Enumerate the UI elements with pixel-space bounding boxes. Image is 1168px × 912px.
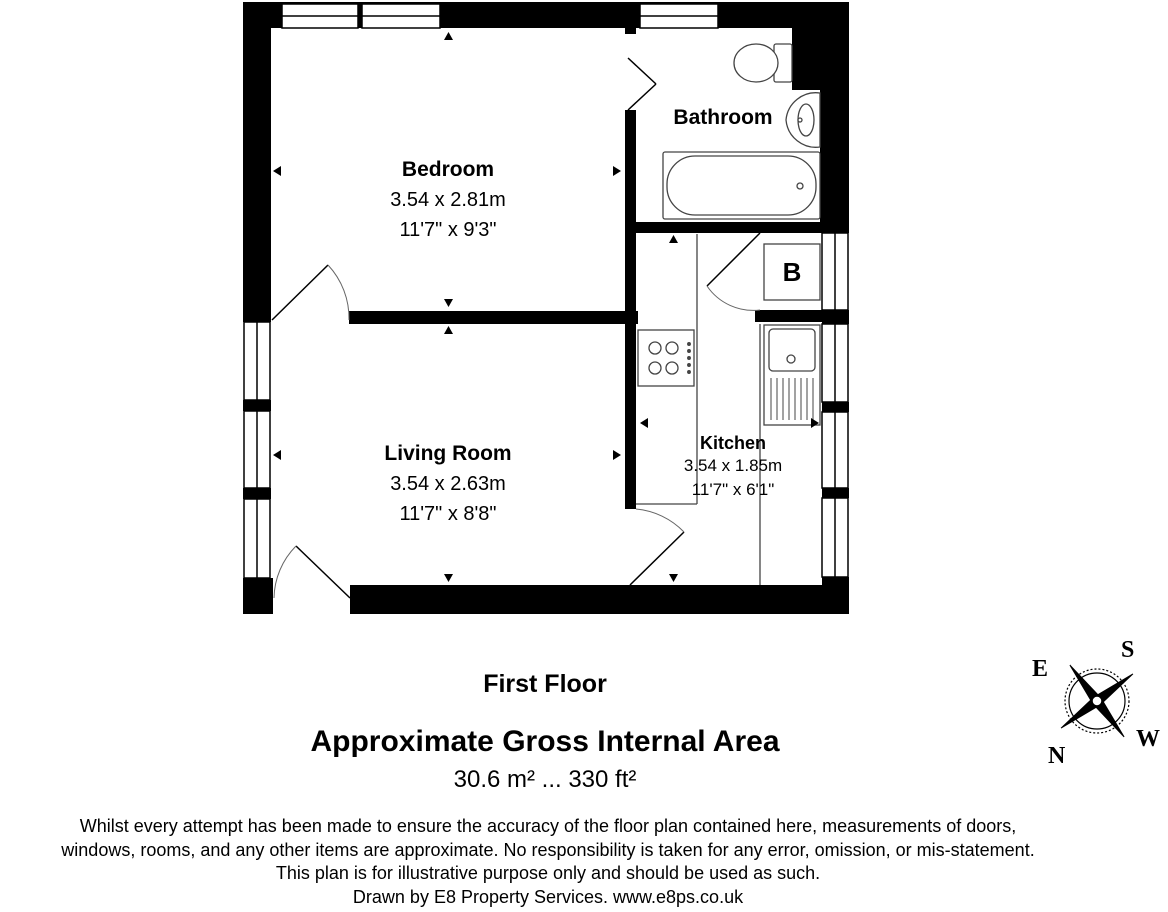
bedroom-name: Bedroom	[401, 158, 495, 181]
bedroom-metric: 3.54 x 2.81m	[390, 189, 506, 211]
bedroom-door-leaf	[272, 265, 328, 320]
area-value: 30.6 m² ... 330 ft²	[453, 766, 637, 793]
entrance-door-swing	[274, 546, 296, 598]
disclaimer-line-2: windows, rooms, and any other items are approximate. No responsibility is taken for any error, omission, or mis-statement.	[61, 839, 1035, 860]
bedroom-label	[348, 158, 548, 245]
disclaimer-line-1: Whilst every attempt has been made to ensure the accuracy of the floor plan contained here, measurements of doors,	[79, 816, 1017, 836]
kitchen-label	[658, 433, 808, 502]
cupboard-door-swing	[707, 286, 760, 310]
left-wall-pier-2	[243, 488, 271, 499]
right-wall-bathroom	[820, 2, 849, 232]
right-wall-pier-2	[822, 488, 849, 498]
compass-west: W	[1136, 726, 1160, 752]
disclaimer-line-3: This plan is for illustrative purpose only and should be used as such.	[275, 863, 821, 883]
bedroom-imperial: 11'7" x 9'3"	[399, 219, 497, 241]
bedroom-living-wall	[349, 311, 638, 324]
boiler-label: B	[782, 257, 802, 287]
bedroom-door-swing	[328, 265, 349, 320]
left-wall-bottom	[243, 578, 273, 614]
bathroom-door-leaf-2	[628, 84, 656, 110]
kitchen-imperial: 11'7" x 6'1"	[691, 480, 775, 499]
compass-east: E	[1032, 656, 1049, 682]
disclaimer-line-4: Drawn by E8 Property Services. www.e8ps.co.uk	[352, 886, 744, 907]
kitchen-name: Kitchen	[699, 433, 766, 453]
left-wall-bedroom	[243, 2, 271, 322]
bath-door-stub	[625, 28, 636, 34]
living-room-metric: 3.54 x 2.63m	[390, 473, 506, 495]
bottom-wall	[350, 585, 849, 614]
right-wall-bottom	[822, 577, 849, 614]
kitchen-metric: 3.54 x 1.85m	[683, 456, 783, 475]
entrance-door-leaf	[296, 546, 350, 598]
living-kitchen-wall	[625, 222, 636, 509]
bathroom-name: Bathroom	[673, 106, 773, 129]
hob	[638, 330, 694, 386]
disclaimer	[0, 815, 1096, 909]
area-title: Approximate Gross Internal Area	[310, 725, 780, 758]
living-room-label	[338, 442, 558, 529]
cupboard-door-leaf	[707, 233, 760, 286]
toilet-bowl	[734, 44, 778, 82]
kitchen-door-swing	[636, 509, 684, 532]
bath-kitchen-wall	[625, 222, 849, 233]
bedroom-bath-wall	[625, 110, 636, 234]
left-wall-pier-1	[243, 400, 271, 411]
right-wall-pier-1	[822, 402, 849, 412]
boiler-cupboard-wall	[755, 310, 849, 322]
bathroom-door-leaf-1	[628, 58, 656, 84]
floor-label: First Floor	[483, 670, 607, 698]
compass-south: S	[1121, 637, 1135, 663]
compass-north: N	[1048, 743, 1066, 769]
living-room-name: Living Room	[384, 442, 512, 465]
living-room-imperial: 11'7" x 8'8"	[399, 503, 497, 525]
